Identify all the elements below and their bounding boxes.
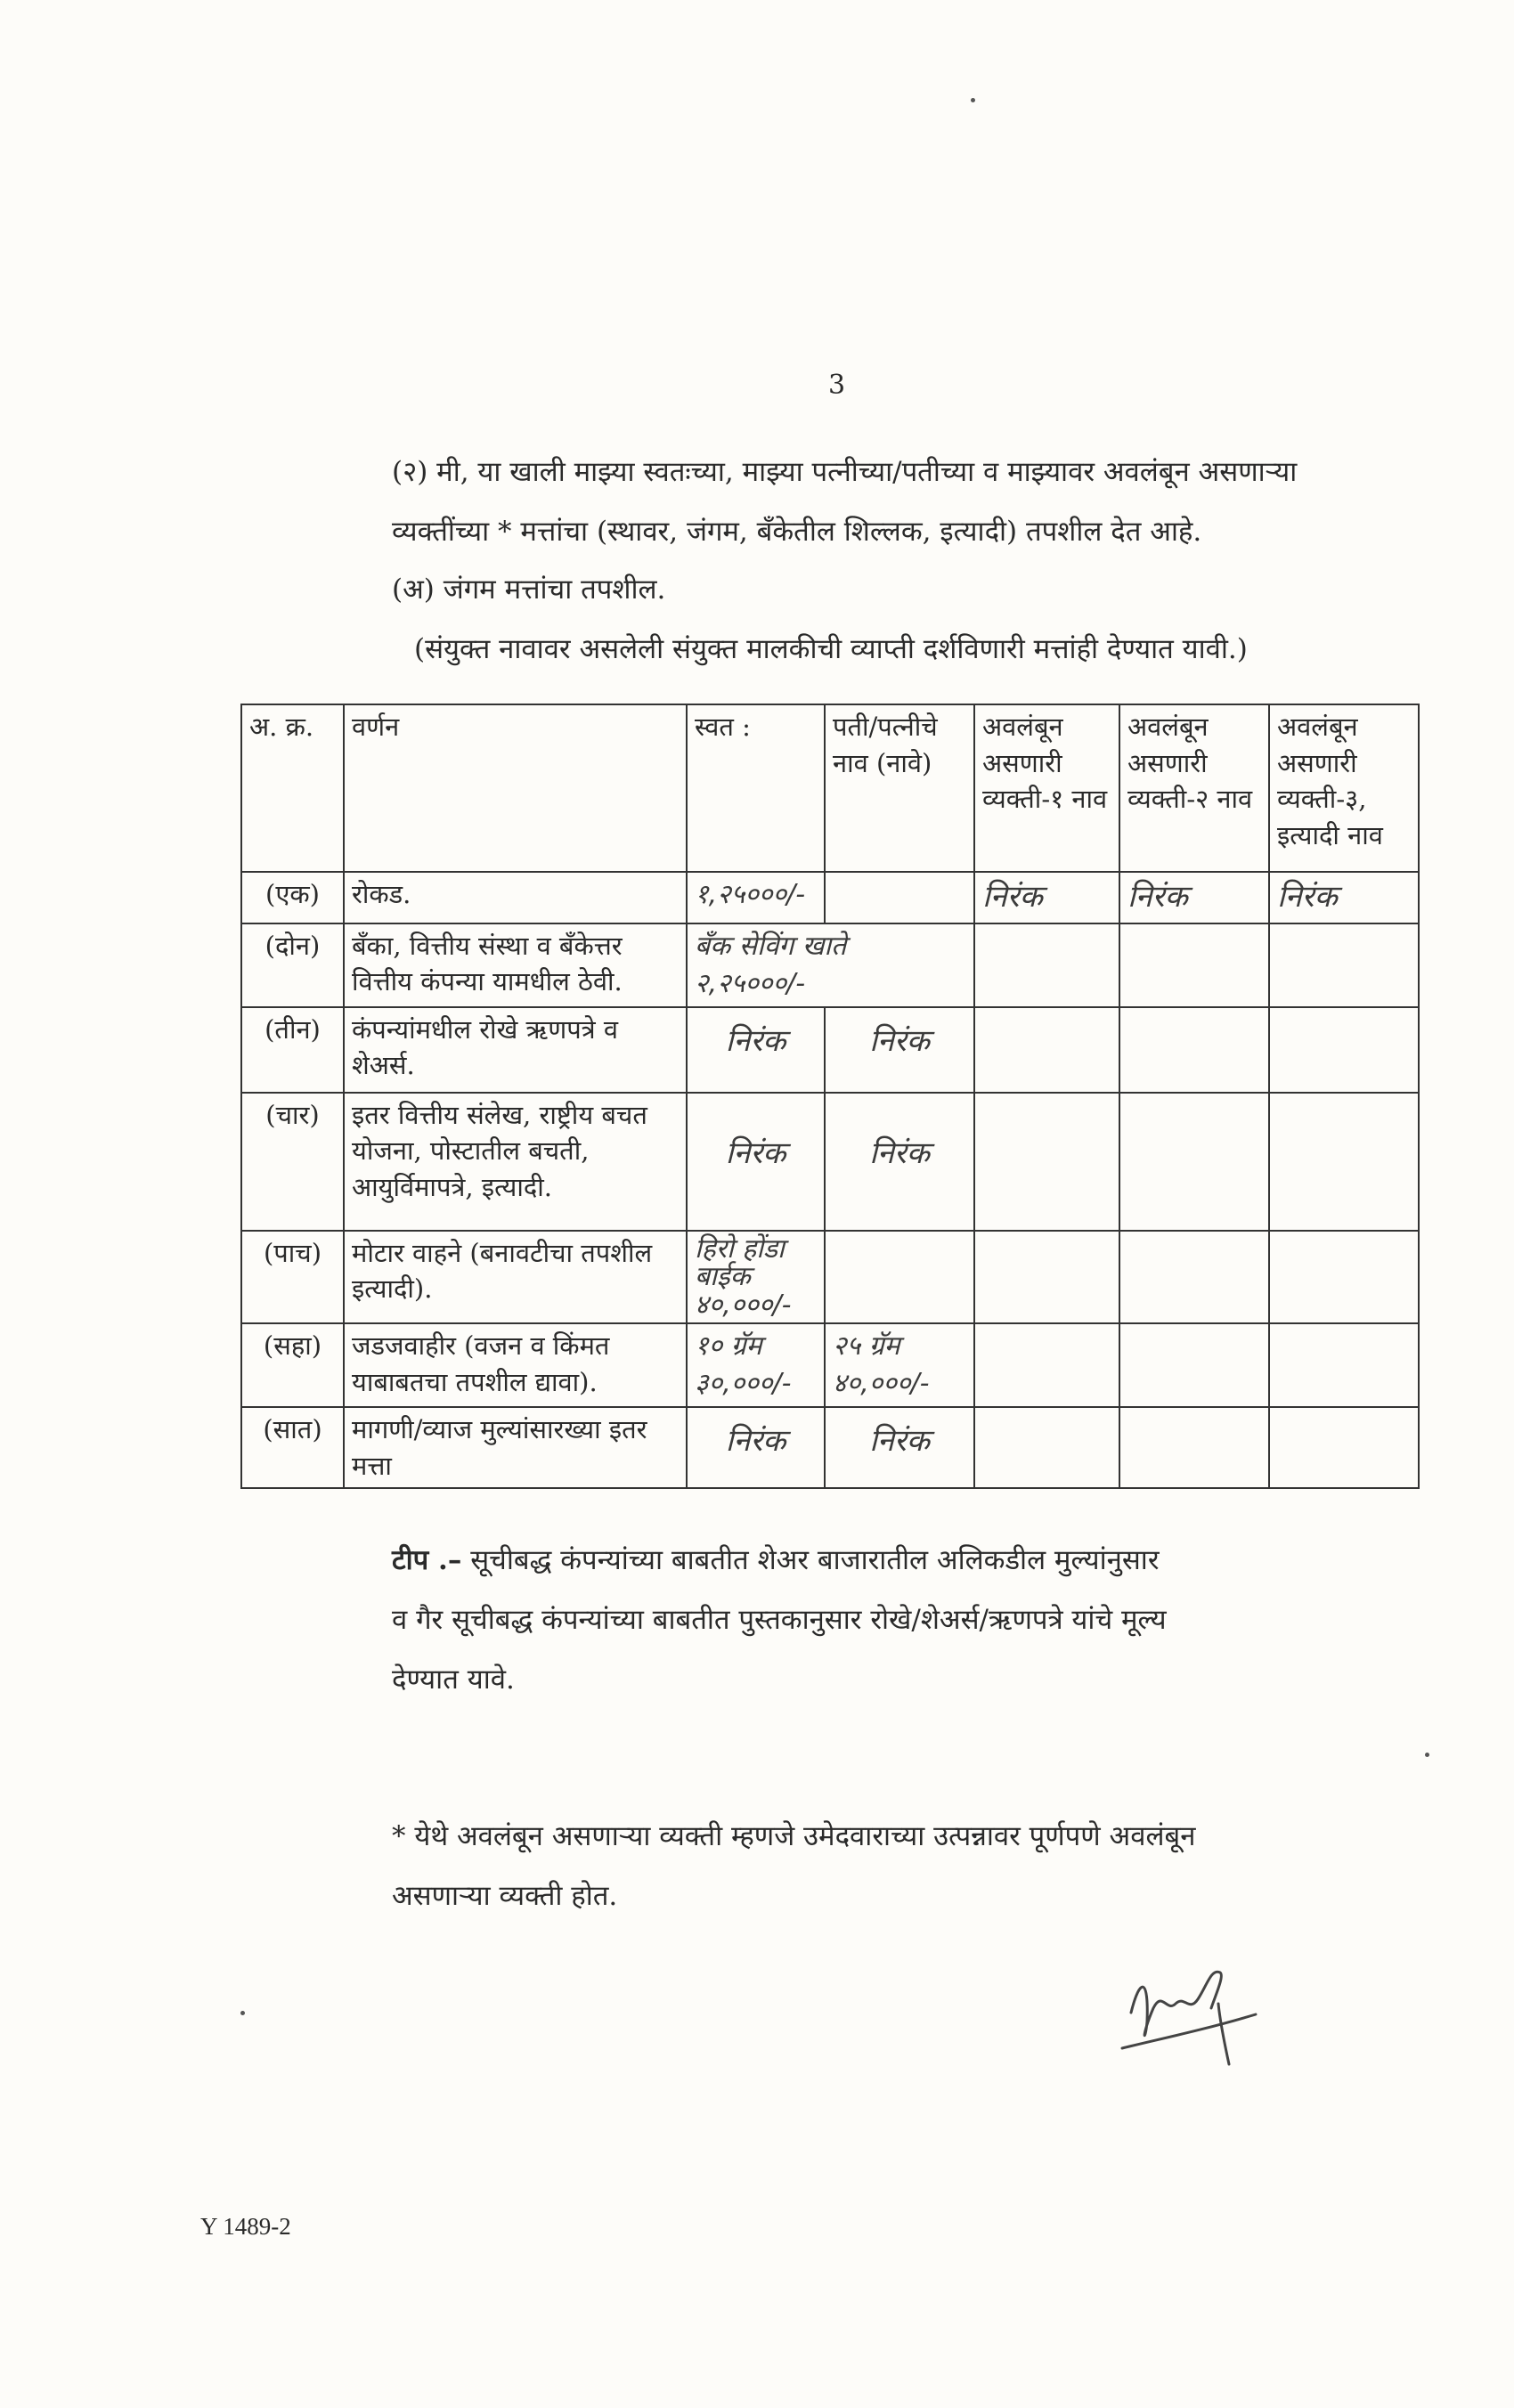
handwritten-value: ४०,०००/- xyxy=(833,1368,930,1400)
row-spouse xyxy=(825,1407,974,1488)
handwritten-value: १,२५०००/- xyxy=(695,879,806,910)
row-sr: (सात) xyxy=(241,1407,344,1488)
row-description: मागणी/व्याज मुल्यांसारख्या इतर मत्ता xyxy=(344,1407,687,1488)
note-label: टीप .– xyxy=(392,1544,462,1576)
scan-speck xyxy=(971,98,975,102)
header-dependent-3: अवलंबून असणारी व्यक्ती-३, इत्यादी नाव xyxy=(1269,704,1419,872)
row-dependent-2 xyxy=(1119,1093,1269,1231)
row-sr: (एक) xyxy=(241,872,344,923)
intro-line-1: (२) मी, या खाली माझ्या स्वतःच्या, माझ्या पत्नीच्या/पतीच्या व माझ्यावर अवलंबून असणाऱ्या xyxy=(392,456,1298,488)
handwritten-value: बँक सेविंग खाते xyxy=(695,930,847,962)
row-self xyxy=(687,1323,825,1407)
movable-assets-table xyxy=(240,704,1420,1489)
table-row xyxy=(241,1231,1419,1324)
row-dependent-1 xyxy=(974,1231,1119,1324)
row-spouse xyxy=(825,1231,974,1324)
handwritten-value: निरंक xyxy=(869,1423,930,1460)
handwritten-value: निरंक xyxy=(1277,879,1338,915)
intro-line-4: (संयुक्त नावावर असलेली संयुक्त मालकीची व्याप्ती दर्शविणारी मत्तांही देण्यात यावी.) xyxy=(414,633,1248,665)
row-sr: (सहा) xyxy=(241,1323,344,1407)
handwritten-value: निरंक xyxy=(725,1423,786,1460)
note-line-3: देण्यात यावे. xyxy=(392,1664,515,1696)
handwritten-value: हिरो होंडा xyxy=(695,1232,785,1265)
header-sr: अ. क्र. xyxy=(241,704,344,872)
scan-speck xyxy=(240,2011,245,2015)
row-sr: (पाच) xyxy=(241,1231,344,1324)
row-description: कंपन्यांमधील रोखे ऋणपत्रे व शेअर्स. xyxy=(344,1007,687,1093)
row-sr: (चार) xyxy=(241,1093,344,1231)
table-row xyxy=(241,1093,1419,1231)
handwritten-value: १० ग्रॅम xyxy=(695,1330,762,1363)
row-dependent-1 xyxy=(974,872,1119,923)
table-row xyxy=(241,923,1419,1007)
header-spouse: पती/पत्नीचे नाव (नावे) xyxy=(825,704,974,872)
row-spouse xyxy=(825,1323,974,1407)
note-line-1 xyxy=(392,1541,1160,1578)
row-dependent-1 xyxy=(974,1007,1119,1093)
handwritten-value: निरंक xyxy=(725,1135,786,1171)
table-row xyxy=(241,1323,1419,1407)
row-dependent-2 xyxy=(1119,1323,1269,1407)
note-text: सूचीबद्ध कंपन्यांच्या बाबतीत शेअर बाजारातील अलिकडील मुल्यांनुसार xyxy=(470,1544,1160,1576)
handwritten-value: निरंक xyxy=(869,1022,930,1059)
row-dependent-2 xyxy=(1119,1407,1269,1488)
row-dependent-2 xyxy=(1119,923,1269,1007)
row-dependent-3 xyxy=(1269,1007,1419,1093)
scan-speck xyxy=(1425,1753,1429,1757)
footer-code: Y 1489-2 xyxy=(200,2213,291,2240)
row-dependent-3 xyxy=(1269,1231,1419,1324)
handwritten-value: निरंक xyxy=(725,1022,786,1059)
row-self xyxy=(687,1407,825,1488)
row-description: जडजवाहीर (वजन व किंमत याबाबतचा तपशील द्यावा). xyxy=(344,1323,687,1407)
footnote-line-2: असणाऱ्या व्यक्ती होत. xyxy=(392,1880,618,1912)
table-row xyxy=(241,1007,1419,1093)
row-self xyxy=(687,1007,825,1093)
intro-line-3: (अ) जंगम मत्तांचा तपशील. xyxy=(392,574,666,606)
row-description: बँका, वित्तीय संस्था व बँकेत्तर वित्तीय कंपन्या यामधील ठेवी. xyxy=(344,923,687,1007)
row-description: इतर वित्तीय संलेख, राष्ट्रीय बचत योजना, पोस्टातील बचती, आयुर्विमापत्रे, इत्यादी. xyxy=(344,1093,687,1231)
handwritten-signature xyxy=(1113,1959,1265,2066)
handwritten-value: निरंक xyxy=(982,879,1043,915)
row-description: रोकड. xyxy=(344,872,687,923)
handwritten-value: ३०,०००/- xyxy=(695,1368,792,1400)
row-dependent-3 xyxy=(1269,923,1419,1007)
header-description: वर्णन xyxy=(344,704,687,872)
row-dependent-3 xyxy=(1269,1093,1419,1231)
row-spouse xyxy=(825,1093,974,1231)
table-row xyxy=(241,1407,1419,1488)
row-dependent-3 xyxy=(1269,872,1419,923)
handwritten-value: ४०,०००/- xyxy=(695,1289,792,1321)
row-spouse xyxy=(825,1007,974,1093)
row-sr: (तीन) xyxy=(241,1007,344,1093)
row-dependent-2 xyxy=(1119,872,1269,923)
page-number: 3 xyxy=(828,370,846,401)
handwritten-value: बाईक xyxy=(695,1261,751,1293)
table-row xyxy=(241,872,1419,923)
row-self xyxy=(687,872,825,923)
row-spouse xyxy=(825,872,974,923)
row-dependent-3 xyxy=(1269,1407,1419,1488)
handwritten-value: २,२५०००/- xyxy=(695,967,806,999)
header-dependent-2: अवलंबून असणारी व्यक्ती-२ नाव xyxy=(1119,704,1269,872)
header-self: स्वत : xyxy=(687,704,825,872)
handwritten-value: निरंक xyxy=(869,1135,930,1171)
intro-line-2: व्यक्तींच्या * मत्तांचा (स्थावर, जंगम, बँकेतील शिल्लक, इत्यादी) तपशील देत आहे. xyxy=(392,516,1202,548)
note-line-2: व गैर सूचीबद्ध कंपन्यांच्या बाबतीत पुस्तकानुसार रोखे/शेअर्स/ऋणपत्रे यांचे मूल्य xyxy=(392,1604,1167,1636)
row-dependent-1 xyxy=(974,923,1119,1007)
header-dependent-1: अवलंबून असणारी व्यक्ती-१ नाव xyxy=(974,704,1119,872)
row-self xyxy=(687,1093,825,1231)
footnote-line-1: * येथे अवलंबून असणाऱ्या व्यक्ती म्हणजे उमेदवाराच्या उत्पन्नावर पूर्णपणे अवलंबून xyxy=(392,1820,1196,1852)
handwritten-value: २५ ग्रॅम xyxy=(833,1330,900,1363)
row-self xyxy=(687,1231,825,1324)
row-self xyxy=(687,923,974,1007)
table-header-row xyxy=(241,704,1419,872)
row-dependent-1 xyxy=(974,1093,1119,1231)
row-dependent-2 xyxy=(1119,1007,1269,1093)
row-dependent-3 xyxy=(1269,1323,1419,1407)
row-dependent-2 xyxy=(1119,1231,1269,1324)
handwritten-value: निरंक xyxy=(1127,879,1188,915)
row-dependent-1 xyxy=(974,1407,1119,1488)
row-sr: (दोन) xyxy=(241,923,344,1007)
row-description: मोटार वाहने (बनावटीचा तपशील इत्यादी). xyxy=(344,1231,687,1324)
row-dependent-1 xyxy=(974,1323,1119,1407)
